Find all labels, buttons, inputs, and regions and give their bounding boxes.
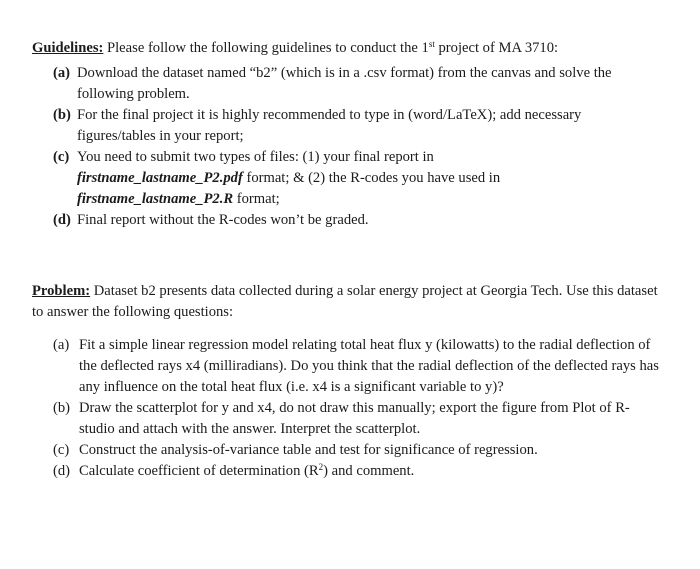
item-marker: (d) <box>53 212 71 228</box>
problem-item-a <box>32 335 662 398</box>
item-marker: (c) <box>53 442 70 458</box>
item-marker: (a) <box>53 65 71 81</box>
item-text: Draw the scatterplot for y and x4, do not draw this manually; export the figure from Plot of R-studio and attach with the answer. Interpret the scatterplot. <box>79 400 630 437</box>
problem-intro <box>32 281 662 323</box>
item-text: You need to submit two types of files: (1) your final report in <box>77 149 434 165</box>
item-text: Calculate coefficient of determination (R <box>79 463 319 479</box>
item-marker: (c) <box>53 149 70 165</box>
item-marker: (b) <box>53 107 71 123</box>
item-marker: (b) <box>53 400 71 416</box>
problem-section <box>32 281 662 482</box>
problem-list <box>32 335 662 482</box>
item-text: ) and comment. <box>323 463 415 479</box>
rcode-filename: firstname_lastname_P2.R <box>77 191 234 207</box>
problem-item-c <box>32 440 662 461</box>
item-text: Final report without the R-codes won’t be graded. <box>77 212 369 228</box>
r-squared-superscript: 2 <box>318 462 324 472</box>
guideline-item-c <box>32 147 662 210</box>
guideline-item-d <box>32 210 662 231</box>
item-text: format; <box>233 191 280 207</box>
item-text: For the final project it is highly recommended to type in (word/LaTeX); add necessary figures/tables in your report; <box>77 107 582 144</box>
report-filename: firstname_lastname_P2.pdf <box>77 170 243 186</box>
guidelines-intro-text: Please follow the following guidelines to conduct the 1 <box>103 40 429 56</box>
ordinal-superscript: st <box>428 39 435 49</box>
guidelines-intro <box>32 38 662 59</box>
item-text: Construct the analysis-of-variance table and test for significance of regression. <box>79 442 538 458</box>
problem-item-d <box>32 461 662 482</box>
guidelines-intro-end: project of MA 3710: <box>434 40 559 56</box>
item-marker: (d) <box>53 463 71 479</box>
guideline-item-a <box>32 63 662 105</box>
problem-intro-text: Dataset b2 presents data collected during a solar energy project at Georgia Tech. Use this dataset to answer the following questions: <box>32 283 658 320</box>
guidelines-label: Guidelines: <box>32 40 104 56</box>
guidelines-list <box>32 63 662 231</box>
item-marker: (a) <box>53 337 70 353</box>
problem-item-b <box>32 398 662 440</box>
guidelines-section <box>32 38 662 231</box>
item-text: Download the dataset named “b2” (which is in a .csv format) from the canvas and solve the following problem. <box>77 65 612 102</box>
item-text: Fit a simple linear regression model relating total heat flux y (kilowatts) to the radial deflection of the deflected rays x4 (milliradians). Do you think that the radial deflection of the deflected rays has any influence on the total heat flux (i.e. x4 is a significant variable to y)? <box>79 337 659 395</box>
item-text: format; & (2) the R-codes you have used in <box>242 170 501 186</box>
document <box>32 38 662 482</box>
guideline-item-b <box>32 105 662 147</box>
problem-label: Problem: <box>32 283 91 299</box>
